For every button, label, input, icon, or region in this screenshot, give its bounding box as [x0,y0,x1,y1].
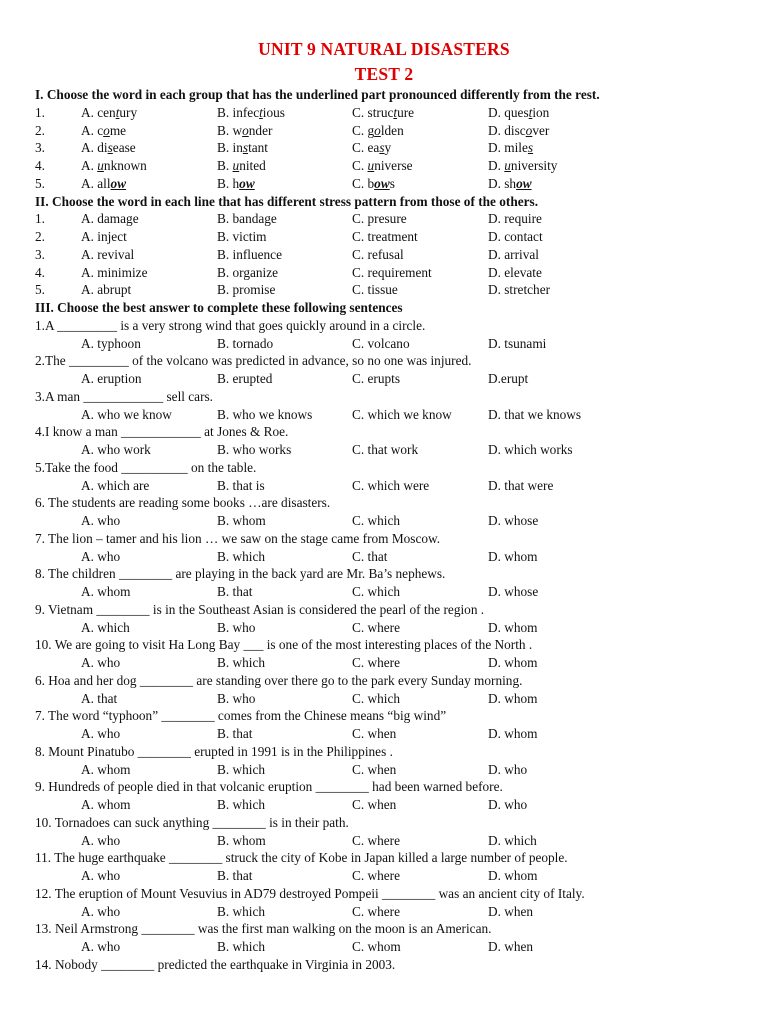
option-a: A. allow [81,175,127,191]
option-c: C. bows [352,175,395,191]
row-number: 2. [35,229,45,244]
option-d: D. who [488,761,528,777]
option-d: D. which works [488,442,573,457]
option-d: D. university [488,158,558,173]
worksheet-content [35,86,755,974]
option-a: A. whom [81,761,131,777]
section-2-heading: II. Choose the word in each line that has different stress pattern from those of the others. [35,193,539,209]
option-a: A. which [81,619,130,635]
answer-options [35,406,755,424]
option-c: C. golden [352,122,404,138]
option-d: D. whom [488,619,538,635]
option-a: A. whom [81,797,131,812]
option-c: C. easy [352,140,392,156]
question-text: 1.A _________ is a very strong wind that goes quickly around in a circle. [35,317,426,333]
option-c: C. treatment [352,229,418,244]
row-number: 3. [35,246,45,262]
option-a: A. unknown [81,158,147,173]
answer-options [35,725,755,743]
option-a: A. who [81,939,121,954]
option-c: C. when [352,726,397,741]
option-a: A. who [81,513,121,528]
page-subtitle: TEST 2 [354,64,414,84]
row-number: 1. [35,104,45,120]
option-c: C. when [352,761,397,777]
option-a: A. damage [81,211,139,227]
option-a: A. typhoon [81,335,141,351]
option-c: C. where [352,832,400,848]
question-text: 9. Vietnam ________ is in the Southeast Asian is considered the pearl of the region . [35,601,485,617]
option-c: C. which [352,513,401,528]
option-d: D. whom [488,655,538,670]
pronunciation-row [35,139,755,157]
option-b: B. victim [217,229,267,244]
option-b: B. how [217,175,255,191]
answer-options [35,690,755,708]
option-c: C. refusal [352,246,404,262]
question-text: 5.Take the food __________ on the table. [35,459,257,475]
option-b: B. erupted [217,371,273,386]
question-text: 3.A man ____________ sell cars. [35,388,214,404]
option-d: D. miles [488,140,534,156]
option-d: D. discover [488,122,550,138]
option-b: B. who we knows [217,406,313,422]
question-text: 12. The eruption of Mount Vesuvius in AD79 destroyed Pompeii ________ was an ancient city of Italy. [35,885,585,901]
option-b: B. that [217,584,253,599]
option-a: A. who work [81,442,151,457]
option-d: D. arrival [488,246,539,262]
option-c: C. where [352,868,400,883]
option-c: C. which we know [352,406,452,422]
question-text: 13. Neil Armstrong ________ was the first man walking on the moon is an American. [35,921,492,937]
option-b: B. which [217,939,266,954]
option-d: D. require [488,211,542,227]
option-d: D. question [488,104,550,120]
answer-options [35,832,755,850]
answer-options [35,761,755,779]
option-b: B. which [217,548,266,564]
question-text: 8. The children ________ are playing in the back yard are Mr. Ba’s nephews. [35,566,446,582]
question-text: 11. The huge earthquake ________ struck the city of Kobe in Japan killed a large number of people. [35,850,568,866]
option-a: A. century [81,104,138,120]
stress-row [35,228,755,246]
stress-row [35,264,755,282]
answer-options [35,370,755,388]
section-3-heading: III. Choose the best answer to complete these following sentences [35,300,403,315]
option-b: B. whom [217,513,266,528]
option-a: A. which are [81,477,150,493]
answer-options [35,938,755,956]
option-a: A. eruption [81,371,142,386]
question-text: 6. Hoa and her dog ________ are standing over there go to the park every Sunday morning. [35,672,523,688]
option-c: C. universe [352,158,413,173]
question-text: 7. The lion – tamer and his lion … we saw on the stage came from Moscow. [35,530,441,546]
option-d: D. whom [488,726,538,741]
option-c: C. which [352,690,401,706]
option-a: A. who we know [81,406,172,422]
option-d: D. elevate [488,264,542,280]
pronunciation-row [35,175,755,193]
answer-options [35,903,755,921]
option-c: C. whom [352,939,401,954]
option-d: D. contact [488,229,543,244]
option-b: B. that [217,868,253,883]
option-b: B. infectious [217,104,285,120]
option-b: B. which [217,903,266,919]
question-text: 14. Nobody ________ predicted the earthquake in Virginia in 2003. [35,956,396,972]
option-d: D. whom [488,690,538,706]
option-d: D.erupt [488,371,529,386]
answer-options [35,335,755,353]
option-a: A. that [81,690,118,706]
option-c: C. that [352,548,388,564]
option-d: D. whom [488,548,538,564]
option-c: C. where [352,903,400,919]
answer-options [35,583,755,601]
question-text: 2.The _________ of the volcano was predicted in advance, so no one was injured. [35,353,472,369]
question-text: 4.I know a man ____________ at Jones & Roe. [35,424,289,440]
option-d: D. whom [488,868,538,883]
option-b: B. who works [217,442,292,457]
row-number: 5. [35,282,45,298]
pronunciation-row [35,122,755,140]
option-a: A. revival [81,246,135,262]
option-b: B. organize [217,264,279,280]
option-d: D. stretcher [488,282,551,298]
answer-options [35,796,755,814]
option-c: C. when [352,797,397,812]
option-c: C. erupts [352,371,401,386]
option-b: B. that is [217,477,265,493]
page-title: UNIT 9 NATURAL DISASTERS [258,39,510,59]
option-c: C. volcano [352,335,410,351]
option-d: D. whose [488,584,539,599]
option-a: A. who [81,868,121,883]
option-b: B. tornado [217,335,274,351]
option-a: A. minimize [81,264,148,280]
option-b: B. wonder [217,122,273,138]
option-a: A. disease [81,140,136,156]
option-b: B. that [217,726,253,741]
option-d: D. that we knows [488,406,582,422]
pronunciation-row [35,104,755,122]
option-b: B. which [217,797,266,812]
option-c: C. presure [352,211,407,227]
option-d: D. when [488,903,534,919]
question-text: 6. The students are reading some books …are disasters. [35,495,331,511]
stress-row [35,281,755,299]
option-c: C. tissue [352,282,398,298]
question-text: 10. We are going to visit Ha Long Bay ___ is one of the most interesting places of the North . [35,637,533,653]
option-d: D. who [488,797,528,812]
answer-options [35,441,755,459]
option-b: B. who [217,690,256,706]
option-b: B. which [217,761,266,777]
option-b: B. instant [217,140,269,156]
row-number: 3. [35,140,45,156]
option-a: A. come [81,122,127,138]
row-number: 4. [35,264,45,280]
stress-row [35,210,755,228]
option-c: C. requirement [352,264,432,280]
question-text: 9. Hundreds of people died in that volcanic eruption ________ had been warned before. [35,779,503,795]
option-d: D. tsunami [488,335,547,351]
answer-options [35,512,755,530]
answer-options [35,654,755,672]
option-b: B. who [217,619,256,635]
option-a: A. who [81,832,121,848]
option-b: B. whom [217,832,266,848]
row-number: 1. [35,211,45,227]
option-d: D. which [488,832,537,848]
option-b: B. bandage [217,211,277,227]
option-d: D. when [488,939,534,954]
option-b: B. which [217,655,266,670]
row-number: 4. [35,158,45,173]
section-1-heading: I. Choose the word in each group that has the underlined part pronounced differently from the rest. [35,87,600,102]
stress-row [35,246,755,264]
sentence-questions [35,317,755,956]
question-text: 8. Mount Pinatubo ________ erupted in 1991 is in the Philippines . [35,743,393,759]
option-b: B. united [217,158,266,173]
option-c: C. that work [352,442,419,457]
option-d: D. show [488,175,532,191]
option-d: D. whose [488,513,539,528]
option-c: C. where [352,619,400,635]
option-c: C. which were [352,477,430,493]
option-a: A. who [81,903,121,919]
answer-options [35,477,755,495]
option-b: B. promise [217,282,276,298]
row-number: 2. [35,122,45,138]
option-a: A. who [81,655,121,670]
question-text: 7. The word “typhoon” ________ comes from the Chinese means “big wind” [35,708,447,724]
option-b: B. influence [217,246,282,262]
answer-options [35,548,755,566]
pronunciation-row [35,157,755,175]
option-a: A. who [81,548,121,564]
option-c: C. where [352,655,400,670]
answer-options [35,619,755,637]
answer-options [35,867,755,885]
option-a: A. inject [81,229,127,244]
row-number: 5. [35,175,45,191]
option-d: D. that were [488,477,554,493]
option-a: A. whom [81,584,131,599]
option-a: A. who [81,726,121,741]
stress-rows [35,210,755,299]
question-text: 10. Tornadoes can suck anything ________ is in their path. [35,814,349,830]
option-c: C. structure [352,104,415,120]
option-c: C. which [352,584,401,599]
option-a: A. abrupt [81,282,132,298]
